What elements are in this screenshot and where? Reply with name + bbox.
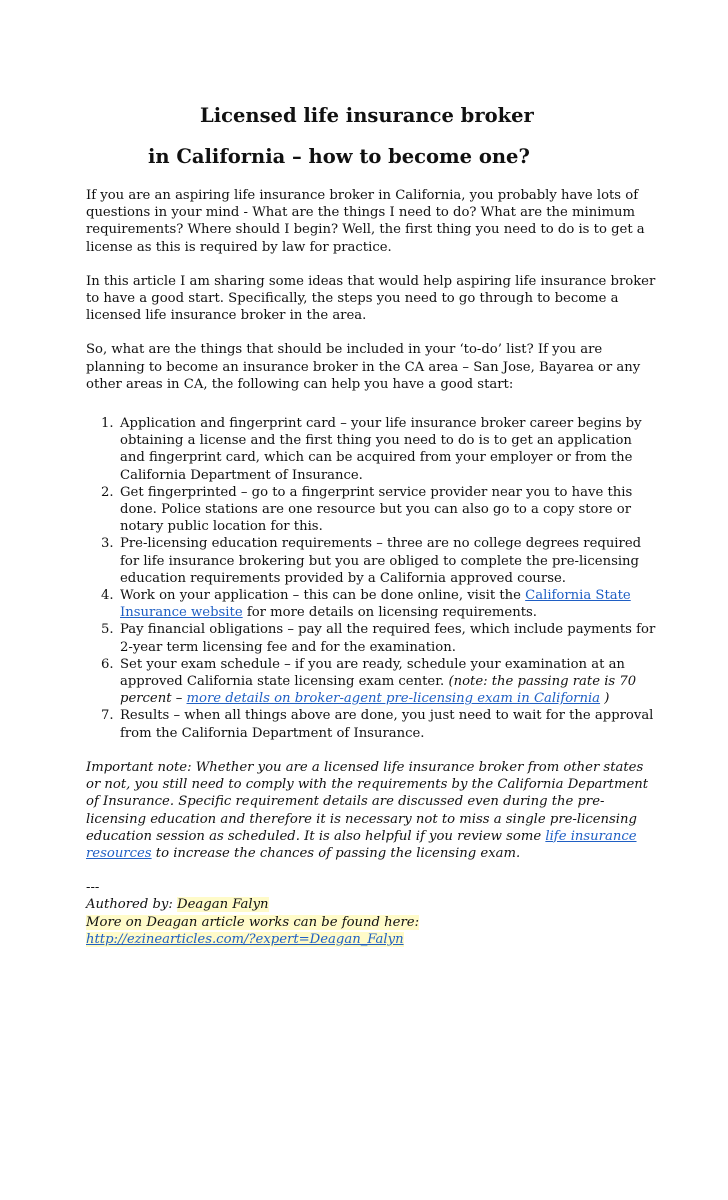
- author-url-line: [86, 931, 656, 948]
- list-item: [120, 656, 656, 708]
- document-title-line-2: in California – how to become one?: [148, 145, 530, 168]
- step-6-note-close: ): [600, 691, 610, 707]
- list-item: [120, 535, 656, 587]
- list-item: [120, 484, 656, 536]
- step-2-text: Get fingerprinted – go to a fingerprint service provider near you to have this done. Police stations are one resource but you can also go to a copy store or notary public location for this.: [120, 484, 633, 535]
- note-text-before: Important note: Whether you are a licensed life insurance broker from other states or not, you still need to comply with the requirements by the California Department of Insurance. Specific requirement details are discussed even during the pre-licensing education and therefore it is necessary not to miss a single pre-licensing education session as scheduled. It is also helpful if you review some: [86, 759, 649, 844]
- document-title-line-1: Licensed life insurance broker: [200, 104, 534, 127]
- california-state-insurance-link[interactable]: California State Insurance website: [120, 588, 631, 621]
- more-articles-line: [86, 914, 656, 931]
- note-text-after: to increase the chances of passing the licensing exam.: [151, 845, 521, 861]
- step-6-text-before: Set your exam schedule – if you are ready, schedule your examination at an approved California state licensing exam center.: [120, 656, 625, 690]
- step-3-text: Pre-licensing education requirements – three are no college degrees required for life insurance brokering but you are obliged to complete the pre-licensing education requirements provided by a California approved course.: [120, 536, 642, 586]
- author-name: Deagan Falyn: [177, 897, 269, 913]
- important-note: [86, 759, 656, 862]
- step-5-text: Pay financial obligations – pay all the required fees, which include payments for 2-year term licensing fee and for the examination.: [120, 622, 656, 655]
- step-4-text-after: for more details on licensing requirements.: [242, 605, 537, 621]
- list-item: [120, 621, 656, 655]
- list-item: [120, 587, 656, 621]
- signature-divider: ---: [86, 880, 100, 896]
- list-item: [120, 415, 656, 484]
- list-item: [120, 707, 656, 741]
- document-page: [86, 102, 656, 948]
- more-articles-text: More on Deagan article works can be found here:: [86, 914, 420, 930]
- step-4-text-before: Work on your application – this can be done online, visit the: [120, 588, 526, 604]
- todo-paragraph: So, what are the things that should be included in your ‘to-do’ list? If you are planning to become an insurance broker in the CA area – San Jose, Bayarea or any other areas in CA, the following can help you have a good start:: [86, 342, 641, 392]
- authored-by-line: [86, 896, 656, 913]
- author-signature: [86, 879, 656, 948]
- author-profile-link[interactable]: http://ezinearticles.com/?expert=Deagan_Falyn: [86, 931, 404, 947]
- steps-list: [86, 415, 656, 742]
- step-6-note: (note: the passing rate is 70 percent –: [120, 674, 637, 707]
- purpose-paragraph: In this article I am sharing some ideas that would help aspiring life insurance broker to have a good start. Specifically, the steps you need to go through to become a licensed life insurance broker in the area.: [86, 273, 656, 324]
- step-7-text: Results – when all things above are done, you just need to wait for the approval from the California Department of Insurance.: [120, 708, 654, 741]
- exam-details-link[interactable]: more details on broker-agent pre-licensing exam in California: [186, 691, 601, 707]
- life-insurance-resources-link[interactable]: life insurance resources: [86, 828, 637, 861]
- intro-paragraph: If you are an aspiring life insurance broker in California, you probably have lots of questions in your mind - What are the things I need to do? What are the minimum requirements? Where should I begin? Well, the first thing you need to do is to get a license as this is required by law for practice.: [86, 188, 645, 255]
- authored-by-label: Authored by:: [86, 897, 178, 913]
- step-1-text: Application and fingerprint card – your life insurance broker career begins by obtaining a license and the first thing you need to do is to get an application and fingerprint card, which can be acquired from your employer or from the California Department of Insurance.: [120, 416, 642, 483]
